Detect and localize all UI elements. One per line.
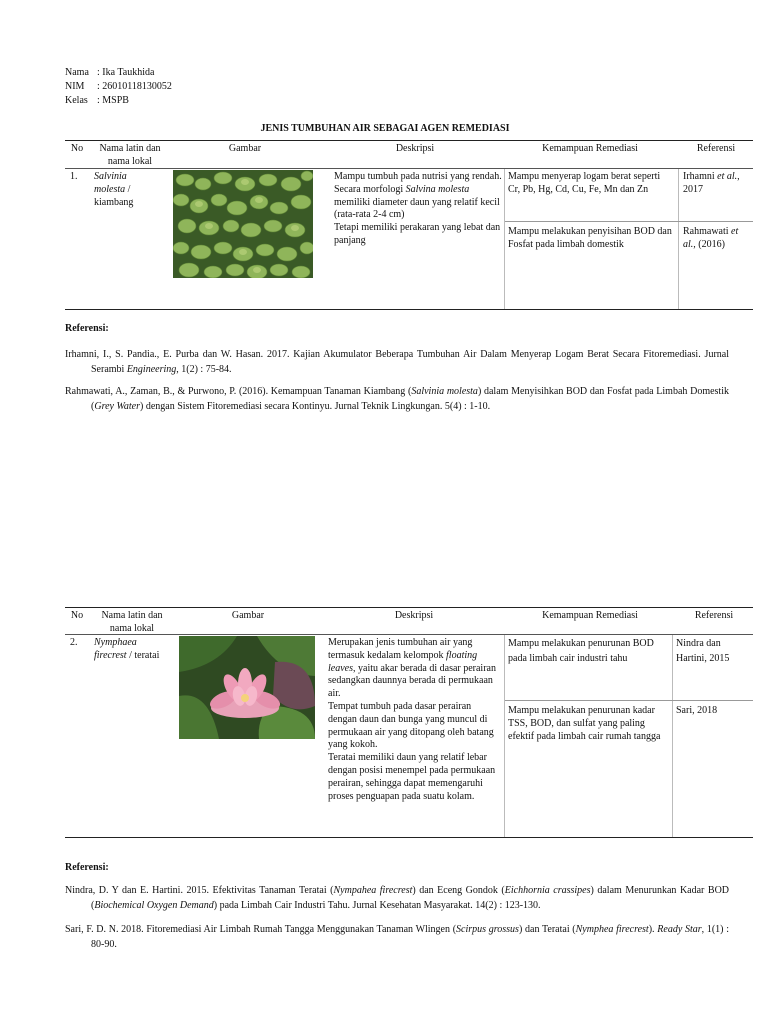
- leaf: [195, 178, 211, 190]
- leaf: [226, 264, 244, 276]
- reference-sari: Sari, F. D. N. 2018. Fitoremediasi Air Limbah Rumah Tangga Menggunakan Tanaman Wlingen (Scirpus grossus) dan Teratai (Nymphea firecrest). Ready Star, 1(1) : 80-90.: [65, 924, 730, 950]
- leaf: [179, 263, 199, 277]
- row1-ref-1: Irhamni et al., 2017: [683, 171, 740, 195]
- row2-latin-1: Nymphaea: [94, 637, 137, 648]
- leaf: [241, 223, 261, 237]
- leaf: [173, 242, 189, 254]
- leaf: [176, 174, 194, 186]
- col-header-nama: [90, 143, 170, 169]
- table-1-top-rule: [65, 140, 753, 141]
- nim-value: : 26010118130052: [97, 81, 172, 92]
- col-header-nama-line2: nama lokal: [107, 155, 153, 167]
- leaf: [227, 201, 247, 215]
- leaf-highlight: [195, 201, 203, 207]
- leaf-highlight: [239, 249, 247, 255]
- kelas-line: [65, 95, 129, 108]
- flower-center: [241, 694, 249, 702]
- kelas-value: : MSPB: [97, 95, 129, 106]
- col-header-deskripsi: Deskripsi: [395, 143, 435, 154]
- col-header-kemampuan: Kemampuan Remediasi: [542, 610, 638, 621]
- table-2-bottom-rule: [65, 837, 753, 838]
- leaf: [214, 242, 232, 254]
- table-1-header-rule: [65, 168, 753, 169]
- row1-number: 1.: [70, 171, 78, 182]
- row1-latin-2: molesta: [94, 183, 126, 195]
- row2-ref-2: Sari, 2018: [676, 705, 718, 716]
- leaf: [178, 219, 196, 233]
- leaf: [256, 244, 274, 256]
- leaf: [191, 245, 211, 259]
- col-header-nama-line2: nama lokal: [109, 622, 155, 634]
- col-header-deskripsi: Deskripsi: [394, 610, 434, 621]
- table-1-divider: [678, 169, 679, 309]
- col-header-nama-line1: Nama latin dan: [101, 610, 163, 621]
- leaf-highlight: [205, 223, 213, 229]
- name-line: [65, 67, 154, 80]
- leaf: [259, 174, 277, 186]
- col-header-referensi: Referensi: [694, 610, 734, 621]
- row2-description: [328, 637, 500, 803]
- row2-ability-1: Mampu melakukan penurunan BOD pada limbah cair industri tahu: [508, 638, 654, 664]
- reference-rahmawati: Rahmawati, A., Zaman, B., & Purwono, P. (2016). Kemampuan Tanaman Kiambang (Salvinia molesta) dalam Menyisihkan BOD dan Fosfat pada Limbah Domestik (Grey Water) dengan Sistem Fitoremediasi secara Kontinyu. Jurnal Teknik Lingkungan. 5(4) : 1-10.: [65, 386, 729, 412]
- col-header-referensi: Referensi: [696, 143, 736, 154]
- lotus-photo: [179, 636, 315, 739]
- lotus-image: [179, 636, 315, 739]
- table-2-top-rule: [65, 607, 753, 608]
- leaf: [291, 195, 311, 209]
- row2-number: 2.: [70, 637, 78, 648]
- leaf-highlight: [255, 197, 263, 203]
- nim-label: NIM: [65, 81, 85, 92]
- name-label: Nama: [65, 67, 89, 78]
- leaf: [211, 194, 227, 206]
- name-value: : Ika Taukhida: [97, 67, 155, 78]
- table-1-bottom-rule: [65, 309, 753, 310]
- leaf: [204, 266, 222, 278]
- row1-ability-2: Mampu melakukan penyisihan BOD dan Fosfat pada limbah domestik: [508, 226, 672, 250]
- salvinia-photo: [173, 170, 313, 278]
- references-2-heading: Referensi:: [65, 862, 109, 873]
- row2-ref-1: Nindra dan Hartini, 2015: [676, 638, 730, 664]
- leaf-highlight: [241, 179, 249, 185]
- row1-desc-2: Secara morfologi Salvina molesta memiliki diameter daun yang relatif kecil (rata-rata 2-4 cm): [334, 183, 500, 221]
- leaf: [264, 220, 282, 232]
- row1-sub-rule: [505, 221, 753, 222]
- kelas-label: Kelas: [65, 95, 88, 106]
- references-1-heading: Referensi:: [65, 323, 109, 334]
- reference-irhamni: Irhamni, I., S. Pandia., E. Purba dan W. Hasan. 2017. Kajian Akumulator Beberapa Tumbuhan Air Dalam Menyerap Logam Berat Secara Fitoremediasi. Jurnal Serambi Engineering, 1(2) : 75-84.: [65, 349, 729, 375]
- nim-line: [65, 81, 172, 94]
- row2-desc-1: Merupakan jenis tumbuhan air yang termasuk kedalam kelompok floating leaves, yaitu akar berada di dasar perairan sedangkan daunnya berada di permukaan air.: [328, 637, 496, 700]
- leaf: [270, 202, 288, 214]
- row1-ability-1: Mampu menyerap logam berat seperti Cr, Pb, Hg, Cd, Cu, Fe, Mn dan Zn: [508, 171, 661, 195]
- col-header-no: No: [70, 143, 84, 154]
- row2-desc-3: Teratai memiliki daun yang relatif lebar dengan posisi menempel pada permukaan perairan, sehingga dapat memengaruhi proses penguapan pada suatu kolam.: [328, 752, 496, 802]
- leaf: [270, 264, 288, 276]
- leaf: [301, 171, 313, 181]
- leaf: [292, 266, 310, 278]
- col-header-gambar: Gambar: [228, 143, 262, 154]
- col-header-nama-line1: Nama latin dan: [99, 143, 161, 154]
- col-header-gambar: Gambar: [231, 610, 265, 621]
- row1-desc-1: Mampu tumbuh pada nutrisi yang rendah.: [334, 171, 502, 182]
- leaf: [173, 194, 189, 206]
- table-2-header-rule: [65, 634, 753, 635]
- page-title: JENIS TUMBUHAN AIR SEBAGAI AGEN REMEDIASI: [260, 123, 510, 134]
- table-2-divider: [672, 635, 673, 837]
- row1-ref-2: Rahmawati et al., (2016): [683, 226, 739, 250]
- salvinia-image: [173, 170, 313, 278]
- row1-local-name: kiambang: [94, 196, 134, 208]
- leaf: [277, 247, 297, 261]
- col-header-no: No: [70, 610, 84, 621]
- row2-latin-2: firecrest: [94, 649, 127, 661]
- row2-ability-2: Mampu melakukan penurunan kadar TSS, BOD, dan sulfat yang paling efektif pada limbah cair rumah tangga: [508, 705, 661, 742]
- row2-desc-2: Tempat tumbuh pada dasar perairan dengan daun dan bunga yang muncul di permukaan air yang ditopang oleh batang yang kokoh.: [328, 700, 494, 751]
- leaf-highlight: [253, 267, 261, 273]
- row2-sub-rule: [505, 700, 753, 701]
- table-1-divider: [504, 169, 505, 309]
- col-header-kemampuan: Kemampuan Remediasi: [542, 143, 638, 154]
- leaf: [281, 177, 301, 191]
- row1-desc-3: Tetapi memiliki perakaran yang lebat dan panjang: [334, 222, 501, 246]
- row1-latin-1: Salvinia: [94, 171, 127, 182]
- table-2-divider: [504, 635, 505, 837]
- leaf-highlight: [291, 225, 299, 231]
- row2-name: Nymphaea firecrest / teratai: [94, 637, 160, 661]
- col-header-nama: [90, 610, 174, 636]
- leaf: [300, 242, 313, 254]
- leaf: [214, 172, 232, 184]
- leaf: [223, 220, 239, 232]
- row1-name: Salvinia molesta / kiambang: [94, 171, 172, 209]
- reference-nindra: Nindra, D. Y dan E. Hartini. 2015. Efektivitas Tanaman Teratai (Nympahea firecrest) dan Eceng Gondok (Eichhornia crassipes) dalam Menurunkan Kadar BOD (Biochemical Oxygen Demand) pada Limbah Cair Industri Tahu. Jurnal Kesehatan Masyarakat. 14(2) : 123-130.: [65, 885, 730, 911]
- row1-description: [334, 171, 502, 248]
